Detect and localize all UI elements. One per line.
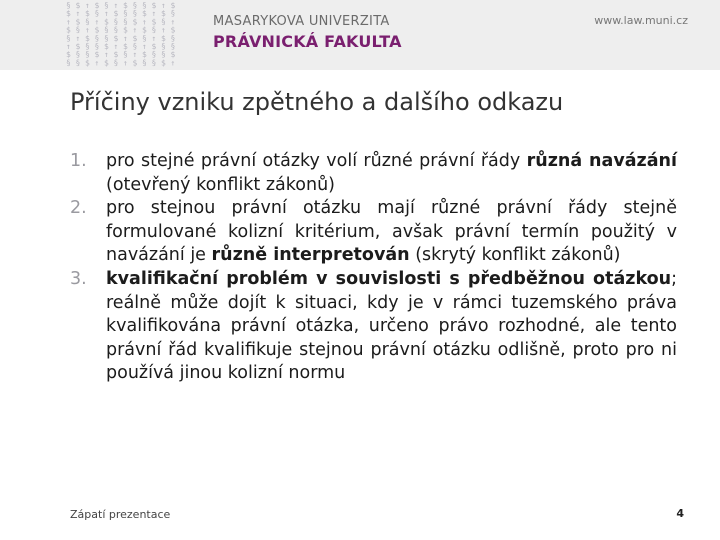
svg-text:↑: ↑ bbox=[85, 25, 90, 35]
svg-text:↑: ↑ bbox=[170, 58, 176, 68]
svg-text:§: § bbox=[113, 17, 119, 27]
svg-text:$: $ bbox=[132, 17, 138, 27]
muni-pattern-logo-icon bbox=[64, 0, 182, 68]
svg-text:§: § bbox=[142, 33, 147, 43]
svg-text:$: $ bbox=[132, 33, 138, 43]
svg-text:$: $ bbox=[161, 9, 166, 19]
svg-text:§: § bbox=[66, 33, 71, 43]
svg-text:§: § bbox=[94, 9, 100, 19]
svg-text:§: § bbox=[113, 25, 119, 35]
svg-text:$: $ bbox=[170, 1, 176, 10]
svg-text:§: § bbox=[85, 17, 90, 27]
svg-text:§: § bbox=[75, 50, 81, 60]
svg-text:$: $ bbox=[170, 50, 176, 60]
svg-text:$: $ bbox=[66, 9, 71, 19]
list-item-number: 1. bbox=[70, 151, 87, 171]
svg-text:§: § bbox=[94, 42, 100, 51]
svg-text:§: § bbox=[123, 50, 128, 60]
svg-text:§: § bbox=[123, 9, 128, 19]
slide-title: Příčiny vzniku zpětného a dalšího odkazu bbox=[70, 88, 564, 116]
svg-text:↑: ↑ bbox=[151, 33, 157, 43]
svg-text:§: § bbox=[66, 58, 71, 68]
svg-text:§: § bbox=[104, 33, 109, 43]
svg-text:$: $ bbox=[85, 9, 90, 19]
university-name: MASARYKOVA UNIVERZITA bbox=[213, 14, 390, 29]
svg-text:↑: ↑ bbox=[75, 33, 81, 43]
emphasis-text: různě interpretován bbox=[211, 245, 410, 266]
svg-text:$: $ bbox=[75, 17, 81, 27]
svg-text:§: § bbox=[170, 42, 176, 51]
body-text: (otevřený konflikt zákonů) bbox=[106, 174, 335, 195]
svg-text:§: § bbox=[132, 42, 138, 51]
list-item-text bbox=[106, 198, 677, 265]
svg-text:§: § bbox=[151, 25, 157, 35]
list-item bbox=[70, 150, 677, 197]
svg-text:$: $ bbox=[104, 42, 109, 51]
svg-text:$: $ bbox=[123, 1, 128, 10]
svg-text:$: $ bbox=[66, 25, 71, 35]
svg-text:§: § bbox=[104, 1, 109, 10]
svg-text:§: § bbox=[132, 1, 138, 10]
svg-text:$: $ bbox=[151, 1, 157, 10]
emphasis-text: kvalifikační problém v souvislosti s předběžnou otázkou bbox=[106, 268, 672, 289]
svg-text:↑: ↑ bbox=[94, 58, 100, 68]
list-item-number: 2. bbox=[70, 198, 87, 219]
body-text: pro stejnou právní otázku mají různé právní řády stejně formulované kolizní kritérium, avšak právní termín použitý v navázání je bbox=[106, 198, 677, 266]
svg-text:§: § bbox=[113, 58, 119, 68]
svg-text:§: § bbox=[75, 58, 81, 68]
svg-text:§: § bbox=[85, 50, 90, 60]
svg-text:↑: ↑ bbox=[170, 17, 176, 27]
svg-text:↑: ↑ bbox=[132, 25, 138, 35]
svg-text:$: $ bbox=[123, 25, 128, 35]
svg-text:$: $ bbox=[151, 17, 157, 27]
svg-text:↑: ↑ bbox=[142, 17, 147, 27]
svg-text:§: § bbox=[132, 9, 138, 19]
footer-text: Zápatí prezentace bbox=[70, 508, 171, 521]
svg-text:$: $ bbox=[85, 33, 90, 43]
svg-text:↑: ↑ bbox=[104, 9, 109, 19]
svg-text:$: $ bbox=[66, 50, 71, 60]
svg-text:$: $ bbox=[142, 50, 147, 60]
svg-text:§: § bbox=[66, 1, 71, 10]
svg-text:$: $ bbox=[94, 1, 100, 10]
svg-text:§: § bbox=[85, 42, 90, 51]
numbered-list bbox=[70, 150, 677, 386]
svg-text:↑: ↑ bbox=[151, 9, 157, 19]
body-text: ; reálně může dojít k situaci, kdy je v rámci tuzemského práva kvalifikována právní otázka, určeno právo rozhodné, ale tento právní řád kvalifikuje stejnou právní otázku odlišně, proto pro ni používá jinou kolizní normu bbox=[106, 268, 677, 384]
svg-text:↑: ↑ bbox=[123, 33, 128, 43]
svg-text:↑: ↑ bbox=[161, 1, 166, 10]
svg-text:$: $ bbox=[94, 50, 100, 60]
svg-text:↑: ↑ bbox=[75, 9, 81, 19]
svg-text:↑: ↑ bbox=[113, 42, 119, 51]
svg-text:$: $ bbox=[142, 9, 147, 19]
svg-text:$: $ bbox=[113, 50, 119, 60]
list-item-number: 3. bbox=[70, 268, 87, 289]
list-item bbox=[70, 268, 677, 386]
svg-text:$: $ bbox=[113, 33, 119, 43]
svg-text:$: $ bbox=[161, 33, 166, 43]
svg-text:§: § bbox=[161, 17, 166, 27]
list-item-text bbox=[106, 269, 677, 383]
svg-text:§: § bbox=[151, 58, 157, 68]
website-url[interactable]: www.law.muni.cz bbox=[594, 14, 688, 27]
svg-text:$: $ bbox=[123, 42, 128, 51]
svg-text:§: § bbox=[142, 58, 147, 68]
body-text: pro stejné právní otázky volí různé právní řády bbox=[106, 151, 527, 171]
svg-text:↑: ↑ bbox=[142, 42, 147, 51]
svg-text:↑: ↑ bbox=[132, 50, 138, 60]
faculty-name: PRÁVNICKÁ FAKULTA bbox=[213, 32, 402, 51]
svg-text:§: § bbox=[75, 25, 81, 35]
svg-text:$: $ bbox=[151, 42, 157, 51]
svg-text:$: $ bbox=[113, 9, 119, 19]
svg-text:↑: ↑ bbox=[66, 17, 71, 27]
svg-text:$: $ bbox=[170, 25, 176, 35]
svg-text:↑: ↑ bbox=[113, 1, 119, 10]
svg-text:§: § bbox=[151, 50, 157, 60]
list-item-text bbox=[106, 151, 677, 195]
svg-text:$: $ bbox=[142, 25, 147, 35]
emphasis-text: různá navázání bbox=[526, 151, 677, 171]
svg-text:§: § bbox=[170, 33, 176, 43]
svg-text:$: $ bbox=[104, 17, 109, 27]
svg-text:↑: ↑ bbox=[85, 1, 90, 10]
svg-text:$: $ bbox=[94, 25, 100, 35]
svg-text:↑: ↑ bbox=[104, 50, 109, 60]
page-number: 4 bbox=[676, 507, 684, 520]
svg-text:↑: ↑ bbox=[161, 25, 166, 35]
svg-text:↑: ↑ bbox=[123, 58, 128, 68]
svg-text:↑: ↑ bbox=[66, 42, 71, 51]
svg-text:§: § bbox=[142, 1, 147, 10]
svg-text:$: $ bbox=[104, 58, 109, 68]
svg-text:§: § bbox=[104, 25, 109, 35]
svg-text:§: § bbox=[123, 17, 128, 27]
svg-text:§: § bbox=[94, 33, 100, 43]
svg-text:$: $ bbox=[75, 42, 81, 51]
body-text: (skrytý konflikt zákonů) bbox=[409, 245, 621, 266]
svg-text:§: § bbox=[170, 9, 176, 19]
svg-text:$: $ bbox=[161, 58, 166, 68]
svg-text:§: § bbox=[161, 50, 166, 60]
svg-text:$: $ bbox=[132, 58, 138, 68]
svg-text:$: $ bbox=[85, 58, 90, 68]
svg-text:§: § bbox=[161, 42, 166, 51]
slide-header bbox=[0, 0, 720, 70]
svg-text:↑: ↑ bbox=[94, 17, 100, 27]
svg-text:$: $ bbox=[75, 1, 81, 10]
list-item bbox=[70, 197, 677, 268]
